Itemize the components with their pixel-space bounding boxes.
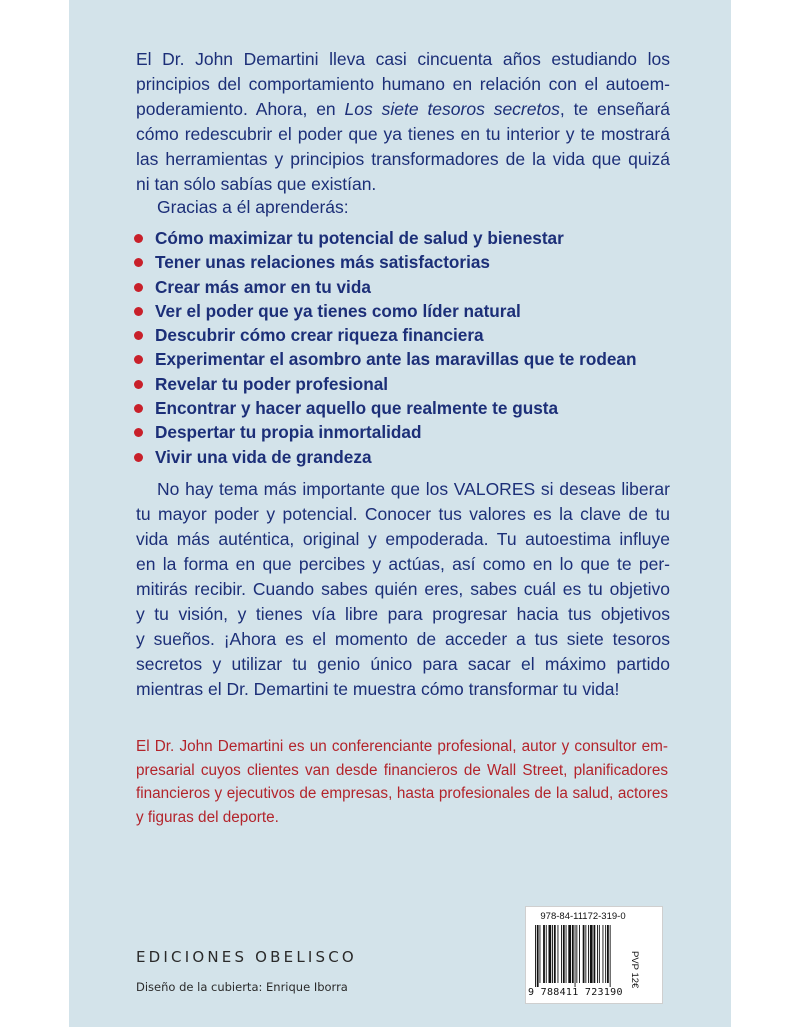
intro-line-tail: , te enseñará <box>559 99 671 119</box>
values-line: tu mayor poder y potencial. Conocer tus valores es la clave de tu <box>136 504 670 524</box>
publisher-name: EDICIONES OBELISCO <box>136 948 357 966</box>
intro-line-head: poderamiento. Ahora, en <box>136 99 345 119</box>
intro-line: cómo redescubrir el poder que ya tienes en tu interior y te mostrará <box>136 124 670 144</box>
values-line: vida más auténtica, original y empoderada. Tu autoestima influye <box>136 529 670 549</box>
values-line: mientras el Dr. Demartini te muestra cómo transformar tu vida! <box>136 679 620 699</box>
benefit-item <box>130 323 690 347</box>
intro-line: las herramientas y principios transformadores de la vida que quizá <box>136 149 670 169</box>
bullet-icon <box>134 283 143 292</box>
ean-digits: 9 788411 723190 <box>528 987 623 998</box>
bullet-icon <box>134 428 143 437</box>
benefit-text: Vivir una vida de grandeza <box>155 446 372 467</box>
intro-line: El Dr. John Demartini lleva casi cincuenta años estudiando los <box>136 49 670 69</box>
author-bio <box>136 735 668 829</box>
benefit-text: Despertar tu propia inmortalidad <box>155 422 422 443</box>
cover-design-credit: Diseño de la cubierta: Enrique Iborra <box>136 980 348 994</box>
benefit-item <box>130 226 690 250</box>
benefit-text: Tener unas relaciones más satisfactorias <box>155 252 490 273</box>
intro-line: ni tan sólo sabías que existían. <box>136 174 377 194</box>
benefits-lead: Gracias a él aprenderás: <box>157 197 349 217</box>
intro-paragraph <box>136 47 670 197</box>
benefit-text: Ver el poder que ya tienes como líder natural <box>155 300 521 321</box>
values-line: secretos y utilizar tu genio único para sacar el máximo partido <box>136 654 670 674</box>
benefit-item <box>130 445 690 469</box>
bullet-icon <box>134 355 143 364</box>
author-bio-line: presarial cuyos clientes van desde financieros de Wall Street, planificadores <box>136 761 668 779</box>
bullet-icon <box>134 380 143 389</box>
benefit-text: Crear más amor en tu vida <box>155 276 371 297</box>
price-label: PVP 12€ <box>629 951 640 989</box>
values-line: y tu visión, y tienes vía libre para progresar hacia tus objetivos <box>136 604 670 624</box>
values-paragraph <box>136 477 670 702</box>
benefit-item <box>130 275 690 299</box>
bullet-icon <box>134 258 143 267</box>
bullet-icon <box>134 234 143 243</box>
benefit-item <box>130 250 690 274</box>
benefit-text: Encontrar y hacer aquello que realmente te gusta <box>155 398 559 419</box>
benefit-item <box>130 396 690 420</box>
benefit-item <box>130 299 690 323</box>
benefit-item <box>130 347 690 371</box>
benefit-item <box>130 372 690 396</box>
values-line: mitirás recibir. Cuando sabes quién eres, sabes cuál es tu objetivo <box>136 579 670 599</box>
barcode-label <box>525 906 663 1004</box>
benefit-item <box>130 420 690 444</box>
isbn-number: 978-84-11172-319-0 <box>540 911 626 922</box>
bullet-icon <box>134 453 143 462</box>
benefit-text: Cómo maximizar tu potencial de salud y bienestar <box>155 228 564 248</box>
author-bio-line: y figuras del deporte. <box>136 808 279 826</box>
book-title: Los siete tesoros secretos <box>344 99 560 119</box>
benefit-text: Experimentar el asombro ante las maravillas que te rodean <box>155 349 637 370</box>
values-line: en la forma en que percibes y actúas, así como en lo que te per- <box>136 554 670 574</box>
barcode-icon <box>535 925 635 987</box>
intro-line: principios del comportamiento humano en relación con el autoem- <box>136 74 670 94</box>
bullet-icon <box>134 331 143 340</box>
intro-line <box>136 97 670 122</box>
values-line: y sueños. ¡Ahora es el momento de acceder a tus siete tesoros <box>136 629 670 649</box>
bullet-icon <box>134 307 143 316</box>
author-bio-line: financieros y ejecutivos de empresas, hasta profesionales de la salud, actores <box>136 785 668 802</box>
values-line: No hay tema más importante que los VALORES si deseas liberar <box>157 479 670 499</box>
benefits-list <box>130 226 690 469</box>
benefit-text: Revelar tu poder profesional <box>155 373 389 394</box>
author-bio-line: El Dr. John Demartini es un conferenciante profesional, autor y consultor em- <box>136 738 668 755</box>
bullet-icon <box>134 404 143 413</box>
benefit-text: Descubrir cómo crear riqueza financiera <box>155 325 484 346</box>
